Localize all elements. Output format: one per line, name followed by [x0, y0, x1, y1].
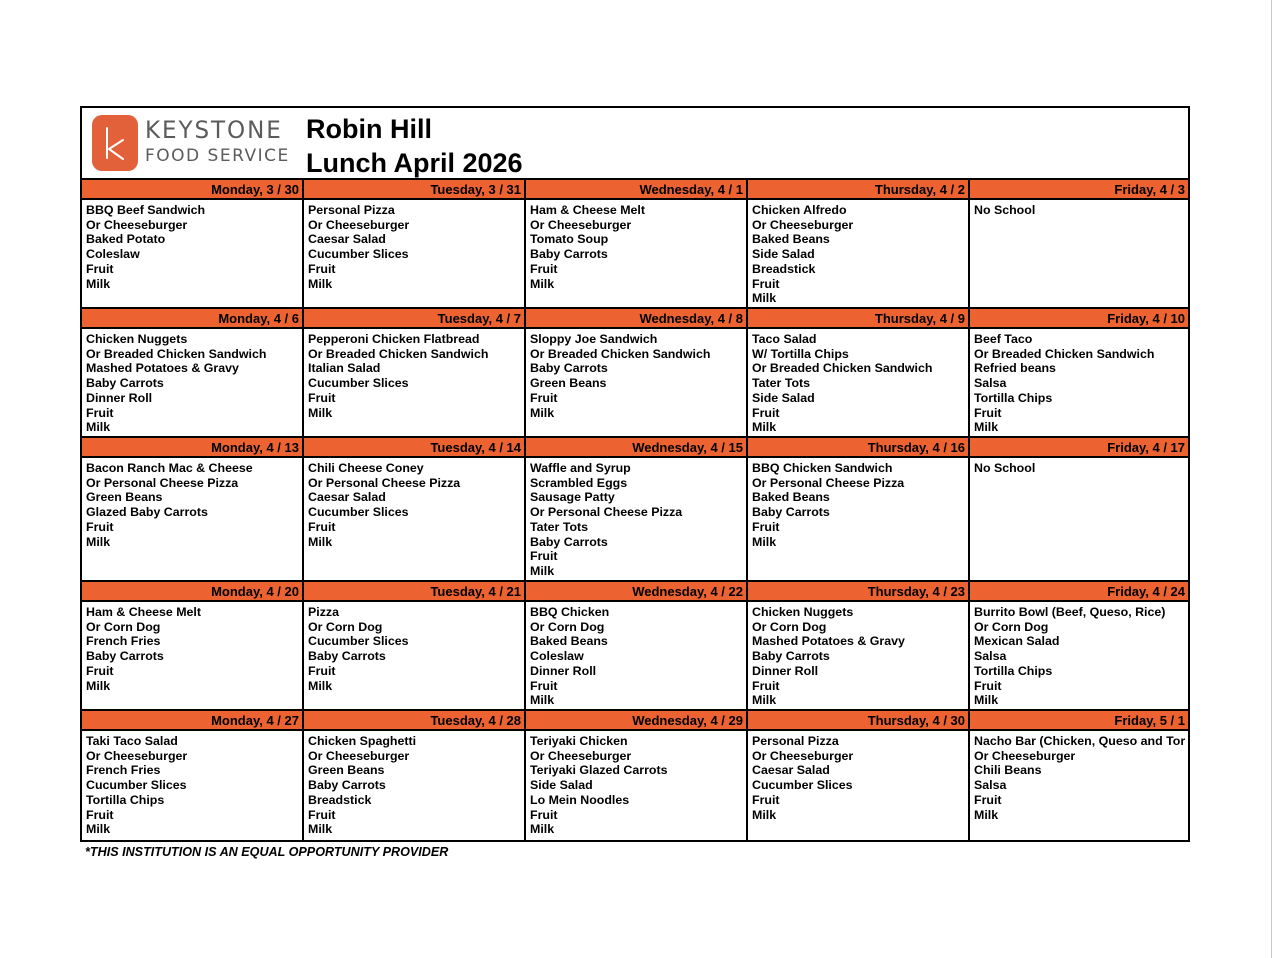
menu-item: Sloppy Joe Sandwich	[530, 332, 658, 346]
menu-item: Fruit	[86, 663, 114, 678]
day-header: Thursday, 4 / 30	[748, 711, 968, 731]
day-header: Tuesday, 4 / 7	[304, 309, 524, 329]
keystone-k-icon	[92, 115, 138, 171]
menu-item: Waffle and Syrup	[530, 461, 631, 475]
menu-item: Or Corn Dog	[86, 619, 161, 634]
page-edge	[1271, 0, 1272, 958]
menu-item: Baked Beans	[530, 634, 608, 649]
lunch-menu-calendar	[80, 106, 1190, 842]
menu-item: Or Corn Dog	[308, 619, 383, 634]
menu-item: Milk	[530, 563, 555, 578]
menu-item: Cucumber Slices	[308, 247, 409, 262]
day-cell	[748, 711, 970, 840]
menu-item: Scrambled Eggs	[530, 475, 628, 490]
menu-item: Milk	[86, 822, 111, 837]
menu-item: Breadstick	[752, 261, 816, 276]
week-row	[82, 582, 1188, 711]
menu-item: Mashed Potatoes & Gravy	[752, 634, 905, 649]
menu-item: Green Beans	[530, 376, 607, 391]
day-header: Tuesday, 4 / 14	[304, 438, 524, 458]
menu-item: Salsa	[974, 778, 1007, 793]
menu-item: BBQ Chicken	[530, 605, 610, 619]
menu-item: Lo Mein Noodles	[530, 792, 630, 807]
menu-item: Glazed Baby Carrots	[86, 505, 208, 520]
day-header: Thursday, 4 / 2	[748, 180, 968, 200]
menu-item: Personal Pizza	[308, 203, 395, 217]
menu-item: Breadstick	[308, 792, 372, 807]
menu-item: Milk	[752, 534, 777, 549]
menu-item: Baby Carrots	[530, 534, 608, 549]
day-cell	[526, 180, 748, 307]
menu-item: Fruit	[974, 405, 1002, 420]
day-header: Friday, 5 / 1	[970, 711, 1188, 731]
menu-item: Fruit	[86, 519, 114, 534]
menu-item-list	[82, 602, 302, 693]
menu-item: Fruit	[308, 390, 336, 405]
menu-item: Or Cheeseburger	[308, 748, 410, 763]
menu-item-list	[304, 329, 524, 420]
menu-item-list	[748, 602, 968, 708]
menu-item: Milk	[308, 822, 333, 837]
menu-item: Chicken Nuggets	[752, 605, 854, 619]
menu-item: Chicken Nuggets	[86, 332, 188, 346]
menu-item: Fruit	[530, 807, 558, 822]
day-cell	[526, 438, 748, 580]
menu-item: W/ Tortilla Chips	[752, 346, 849, 361]
menu-item: Milk	[308, 276, 333, 291]
menu-item: Milk	[86, 534, 111, 549]
menu-item: Salsa	[974, 376, 1007, 391]
menu-item: French Fries	[86, 763, 161, 778]
menu-item: Pepperoni Chicken Flatbread	[308, 332, 480, 346]
menu-item: Bacon Ranch Mac & Cheese	[86, 461, 253, 475]
menu-item: Cucumber Slices	[86, 778, 187, 793]
menu-item-list	[970, 602, 1188, 708]
menu-item: Or Corn Dog	[752, 619, 827, 634]
menu-item: Fruit	[530, 678, 558, 693]
day-header: Friday, 4 / 3	[970, 180, 1188, 200]
day-header: Monday, 4 / 20	[82, 582, 302, 602]
menu-item: Caesar Salad	[752, 763, 830, 778]
day-header: Wednesday, 4 / 1	[526, 180, 746, 200]
menu-item: Ham & Cheese Melt	[86, 605, 201, 619]
logo-line-food-service: FOOD SERVICE	[145, 146, 290, 166]
menu-item: Green Beans	[86, 490, 163, 505]
menu-item: Milk	[86, 276, 111, 291]
menu-item: Or Breaded Chicken Sandwich	[308, 346, 489, 361]
menu-item: Fruit	[308, 663, 336, 678]
week-row	[82, 180, 1188, 309]
menu-item-list	[970, 731, 1188, 822]
menu-item: Milk	[86, 420, 111, 435]
menu-item-list	[304, 458, 524, 549]
menu-item: Milk	[308, 678, 333, 693]
menu-item-list	[304, 731, 524, 837]
menu-item: Personal Pizza	[752, 734, 839, 748]
menu-item: Or Breaded Chicken Sandwich	[530, 346, 711, 361]
equal-opportunity-note: *THIS INSTITUTION IS AN EQUAL OPPORTUNITY PROVIDER	[85, 845, 449, 859]
menu-item: Or Cheeseburger	[86, 217, 188, 232]
day-cell	[82, 309, 304, 436]
menu-item: Or Breaded Chicken Sandwich	[86, 346, 267, 361]
menu-item: Milk	[308, 534, 333, 549]
menu-item: Baked Potato	[86, 232, 166, 247]
menu-item: Chicken Alfredo	[752, 203, 847, 217]
menu-item: Fruit	[752, 792, 780, 807]
day-header: Friday, 4 / 17	[970, 438, 1188, 458]
day-header: Wednesday, 4 / 22	[526, 582, 746, 602]
day-cell	[526, 582, 748, 709]
menu-item: Fruit	[308, 519, 336, 534]
menu-item: Teriyaki Glazed Carrots	[530, 763, 668, 778]
day-cell	[82, 180, 304, 307]
menu-item: Or Breaded Chicken Sandwich	[752, 361, 933, 376]
menu-item: Fruit	[530, 261, 558, 276]
menu-item: Cucumber Slices	[308, 634, 409, 649]
menu-item: Dinner Roll	[86, 390, 153, 405]
menu-item-list	[526, 329, 746, 420]
menu-item: Taki Taco Salad	[86, 734, 178, 748]
day-header: Wednesday, 4 / 8	[526, 309, 746, 329]
day-header: Monday, 3 / 30	[82, 180, 302, 200]
menu-item: Milk	[974, 807, 999, 822]
menu-item: French Fries	[86, 634, 161, 649]
menu-item: Mashed Potatoes & Gravy	[86, 361, 239, 376]
menu-item: Mexican Salad	[974, 634, 1060, 649]
menu-item: Cucumber Slices	[752, 778, 853, 793]
menu-item: Caesar Salad	[308, 232, 386, 247]
menu-item: Fruit	[974, 678, 1002, 693]
menu-item: Baby Carrots	[86, 649, 164, 664]
menu-item: Or Cheeseburger	[974, 748, 1076, 763]
menu-item: Baby Carrots	[752, 649, 830, 664]
day-cell	[82, 711, 304, 840]
menu-item: Fruit	[974, 792, 1002, 807]
day-cell	[304, 711, 526, 840]
menu-item: Fruit	[752, 276, 780, 291]
day-header: Monday, 4 / 13	[82, 438, 302, 458]
menu-item: Beef Taco	[974, 332, 1033, 346]
menu-item: Pizza	[308, 605, 339, 619]
menu-item: No School	[974, 461, 1036, 475]
menu-item: Coleslaw	[86, 247, 140, 262]
day-cell	[526, 711, 748, 840]
menu-item: Fruit	[86, 261, 114, 276]
menu-item: Cucumber Slices	[308, 376, 409, 391]
menu-item: Milk	[530, 276, 555, 291]
company-logo-text	[145, 118, 290, 165]
menu-item: Side Salad	[752, 390, 815, 405]
menu-item: Or Personal Cheese Pizza	[530, 505, 683, 520]
menu-item: Or Cheeseburger	[752, 748, 854, 763]
menu-item: Milk	[974, 420, 999, 435]
day-cell	[748, 309, 970, 436]
menu-item: Fruit	[752, 405, 780, 420]
menu-item: Baby Carrots	[308, 778, 386, 793]
menu-item: Milk	[530, 822, 555, 837]
menu-item: Or Cheeseburger	[530, 217, 632, 232]
week-row	[82, 711, 1188, 840]
day-header: Wednesday, 4 / 29	[526, 711, 746, 731]
day-cell	[304, 438, 526, 580]
menu-item: Chili Beans	[974, 763, 1042, 778]
menu-item: Side Salad	[530, 778, 593, 793]
menu-month-title: Lunch April 2026	[306, 148, 523, 178]
day-header: Thursday, 4 / 23	[748, 582, 968, 602]
menu-item: Or Personal Cheese Pizza	[308, 475, 461, 490]
menu-item: BBQ Chicken Sandwich	[752, 461, 893, 475]
menu-item: Tater Tots	[752, 376, 811, 391]
week-row	[82, 309, 1188, 438]
menu-item-list	[970, 458, 1188, 476]
menu-item: Or Personal Cheese Pizza	[86, 475, 239, 490]
menu-item-list	[82, 329, 302, 435]
day-cell	[304, 180, 526, 307]
menu-item: Side Salad	[752, 247, 815, 262]
menu-grid	[82, 180, 1188, 840]
menu-item-list	[304, 200, 524, 291]
menu-header	[82, 108, 1188, 180]
menu-item: Fruit	[308, 261, 336, 276]
day-cell	[970, 438, 1188, 580]
menu-item: Milk	[752, 693, 777, 708]
menu-item: Burrito Bowl (Beef, Queso, Rice)	[974, 605, 1166, 619]
menu-item: Tortilla Chips	[86, 792, 165, 807]
day-cell	[970, 309, 1188, 436]
menu-item: Or Cheeseburger	[308, 217, 410, 232]
menu-item: Milk	[974, 693, 999, 708]
menu-item: Tomato Soup	[530, 232, 609, 247]
menu-item: Tortilla Chips	[974, 663, 1053, 678]
menu-item: Caesar Salad	[308, 490, 386, 505]
day-header: Friday, 4 / 10	[970, 309, 1188, 329]
day-header: Thursday, 4 / 16	[748, 438, 968, 458]
menu-item: Italian Salad	[308, 361, 381, 376]
day-cell	[82, 438, 304, 580]
menu-item: Milk	[752, 291, 777, 306]
menu-item: Baked Beans	[752, 232, 830, 247]
day-header: Tuesday, 4 / 21	[304, 582, 524, 602]
menu-item: Milk	[86, 678, 111, 693]
menu-item-list	[970, 200, 1188, 218]
menu-title	[306, 112, 523, 180]
day-cell	[970, 180, 1188, 307]
menu-item-list	[82, 200, 302, 291]
menu-item: Or Personal Cheese Pizza	[752, 475, 905, 490]
day-cell	[304, 309, 526, 436]
menu-item: Green Beans	[308, 763, 385, 778]
week-row	[82, 438, 1188, 582]
menu-item: Milk	[530, 693, 555, 708]
day-cell	[748, 180, 970, 307]
menu-item-list	[82, 731, 302, 837]
day-header: Monday, 4 / 6	[82, 309, 302, 329]
menu-item: BBQ Beef Sandwich	[86, 203, 206, 217]
menu-item: Milk	[752, 420, 777, 435]
menu-item: Or Corn Dog	[974, 619, 1049, 634]
menu-item: Fruit	[308, 807, 336, 822]
menu-item: Dinner Roll	[530, 663, 597, 678]
menu-item: Milk	[308, 405, 333, 420]
menu-item: Baby Carrots	[530, 247, 608, 262]
menu-item: Tortilla Chips	[974, 390, 1053, 405]
menu-item: Fruit	[752, 678, 780, 693]
menu-item: Dinner Roll	[752, 663, 819, 678]
menu-item-list	[526, 602, 746, 708]
menu-item: Chicken Spaghetti	[308, 734, 417, 748]
day-cell	[748, 438, 970, 580]
menu-item: Teriyaki Chicken	[530, 734, 628, 748]
menu-item: Milk	[752, 807, 777, 822]
menu-item-list	[748, 329, 968, 435]
menu-item-list	[82, 458, 302, 549]
menu-item: Fruit	[86, 405, 114, 420]
menu-item: Fruit	[530, 390, 558, 405]
menu-item: Fruit	[86, 807, 114, 822]
menu-item: Salsa	[974, 649, 1007, 664]
menu-item: No School	[974, 203, 1036, 217]
menu-item: Baked Beans	[752, 490, 830, 505]
school-name: Robin Hill	[306, 114, 432, 144]
day-cell	[82, 582, 304, 709]
day-header: Monday, 4 / 27	[82, 711, 302, 731]
menu-item: Coleslaw	[530, 649, 584, 664]
menu-item: Nacho Bar (Chicken, Queso and Tor	[974, 734, 1186, 748]
day-header: Friday, 4 / 24	[970, 582, 1188, 602]
menu-item-list	[526, 458, 746, 579]
day-cell	[748, 582, 970, 709]
logo-line-keystone: KEYSTONE	[145, 116, 283, 144]
day-header: Tuesday, 3 / 31	[304, 180, 524, 200]
menu-item: Cucumber Slices	[308, 505, 409, 520]
menu-item: Chili Cheese Coney	[308, 461, 424, 475]
menu-item: Tater Tots	[530, 519, 589, 534]
menu-item: Or Cheeseburger	[752, 217, 854, 232]
menu-item-list	[526, 200, 746, 291]
day-cell	[970, 582, 1188, 709]
menu-item: Baby Carrots	[86, 376, 164, 391]
menu-item: Ham & Cheese Melt	[530, 203, 645, 217]
menu-item-list	[748, 731, 968, 822]
day-header: Thursday, 4 / 9	[748, 309, 968, 329]
day-cell	[304, 582, 526, 709]
menu-item: Baby Carrots	[530, 361, 608, 376]
menu-item: Fruit	[530, 549, 558, 564]
menu-item: Or Cheeseburger	[530, 748, 632, 763]
menu-item: Taco Salad	[752, 332, 817, 346]
day-header: Tuesday, 4 / 28	[304, 711, 524, 731]
menu-item: Fruit	[752, 519, 780, 534]
menu-item-list	[748, 458, 968, 549]
day-header: Wednesday, 4 / 15	[526, 438, 746, 458]
menu-item: Sausage Patty	[530, 490, 615, 505]
keystone-k-glyph	[92, 115, 138, 171]
menu-item: Baby Carrots	[308, 649, 386, 664]
day-cell	[526, 309, 748, 436]
menu-item-list	[304, 602, 524, 693]
menu-item: Refried beans	[974, 361, 1056, 376]
menu-item: Or Cheeseburger	[86, 748, 188, 763]
menu-item: Or Corn Dog	[530, 619, 605, 634]
menu-item-list	[526, 731, 746, 837]
menu-item: Milk	[530, 405, 555, 420]
menu-item: Baby Carrots	[752, 505, 830, 520]
menu-item-list	[748, 200, 968, 306]
day-cell	[970, 711, 1188, 840]
menu-item-list	[970, 329, 1188, 435]
menu-item: Or Breaded Chicken Sandwich	[974, 346, 1155, 361]
